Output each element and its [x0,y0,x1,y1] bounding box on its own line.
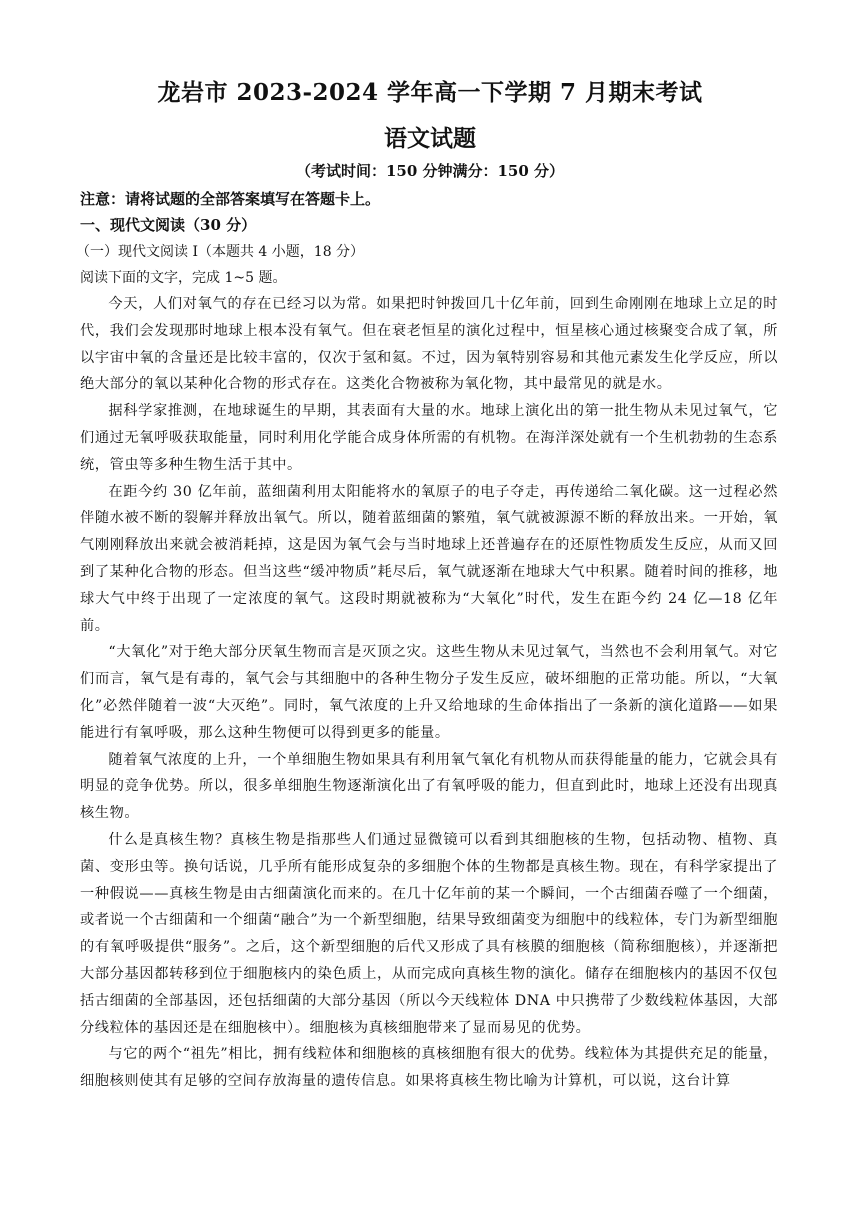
passage-paragraph: 据科学家推测，在地球诞生的早期，其表面有大量的水。地球上演化出的第一批生物从未见过氧气，它们通过无氧呼吸获取能量，同时利用化学能合成身体所需的有机物。在海洋深处就有一个生机勃勃的生态系统，管虫等多种生物生活于其中。 [80,403,778,473]
passage-paragraph: 什么是真核生物？真核生物是指那些人们通过显微镜可以看到其细胞核的生物，包括动物、植物、真菌、变形虫等。换句话说，几乎所有能形成复杂的多细胞个体的生物都是真核生物。现在，有科学家提出了一种假说——真核生物是由古细菌演化而来的。在几十亿年前的某一个瞬间，一个古细菌吞噬了一个细菌，或者说一个古细菌和一个细菌“融合”为一个新型细胞，结果导致细菌变为细胞中的线粒体，专门为新型细胞的有氧呼吸提供“服务”。之后，这个新型细胞的后代又形成了具有核膜的细胞核（简称细胞核），并逐渐把大部分基因都转移到位于细胞核内的染色质上，从而完成向真核生物的演化。储存在细胞核内的基因不仅包括古细菌的全部基因，还包括细菌的大部分基因（所以今天线粒体 DNA 中只携带了少数线粒体基因，大部分线粒体的基因还是在细胞核中）。细胞核为真核细胞带来了显而易见的优势。 [80,831,778,1036]
reading-instruction: 阅读下面的文字，完成 1~5 题。 [80,270,287,286]
passage-body [80,291,778,1095]
passage-paragraph: 随着氧气浓度的上升，一个单细胞生物如果具有利用氧气氧化有机物从而获得能量的能力，它就会具有明显的竞争优势。所以，很多单细胞生物逐渐演化出了有氧呼吸的能力，但直到此时，地球上还没有出现真核生物。 [80,751,778,822]
exam-title: 龙岩市 2023-2024 学年高一下学期 7 月期末考试 [157,79,703,106]
exam-subtitle: 语文试题 [384,125,476,152]
notice-text: 注意：请将试题的全部答案填写在答题卡上。 [80,190,381,208]
passage-paragraph: 与它的两个“祖先”相比，拥有线粒体和细胞核的真核细胞有很大的优势。线粒体为其提供充足的能量，细胞核则使其有足够的空间存放海量的遗传信息。如果将真核生物比喻为计算机，可以说，这台计算 [80,1046,778,1090]
subsection-heading: （一）现代文阅读 I（本题共 4 小题，18 分） [76,244,365,260]
passage-paragraph: “大氧化”对于绝大部分厌氧生物而言是灭顶之灾。这些生物从未见过氧气，当然也不会利用氧气。对它们而言，氧气是有毒的，氧气会与其细胞中的各种生物分子发生反应，破坏细胞的正常功能。所以，“大氧化”必然伴随着一波“大灭绝”。同时，氧气浓度的上升又给地球的生命体指出了一条新的演化道路——如果能进行有氧呼吸，那么这种生物便可以得到更多的能量。 [80,644,778,741]
exam-info: （考试时间：150 分钟满分：150 分） [295,162,565,180]
passage-paragraph: 今天，人们对氧气的存在已经习以为常。如果把时钟拨回几十亿年前，回到生命刚刚在地球上立足的时代，我们会发现那时地球上根本没有氧气。但在衰老恒星的演化过程中，恒星核心通过核聚变合成了氧，所以宇宙中氧的含量还是比较丰富的，仅次于氢和氦。不过，因为氧特别容易和其他元素发生化学反应，所以绝大部分的氧以某种化合物的形式存在。这类化合物被称为氧化物，其中最常见的就是水。 [80,296,778,393]
section-heading: 一、现代文阅读（30 分） [80,216,257,234]
passage-paragraph: 在距今约 30 亿年前，蓝细菌利用太阳能将水的氧原子的电子夺走，再传递给二氧化碳。这一过程必然伴随水被不断的裂解并释放出氧气。所以，随着蓝细菌的繁殖，氧气就被源源不断的释放出来。一开始，氧气刚刚释放出来就会被消耗掉，这是因为氧气会与当时地球上还普遍存在的还原性物质发生反应，从而又回到了某种化合物的形态。但当这些“缓冲物质”耗尽后，氧气就逐渐在地球大气中积累。随着时间的推移，地球大气中终于出现了一定浓度的氧气。这段时期就被称为“大氧化”时代，发生在距今约 24 亿—18 亿年前。 [80,483,778,634]
